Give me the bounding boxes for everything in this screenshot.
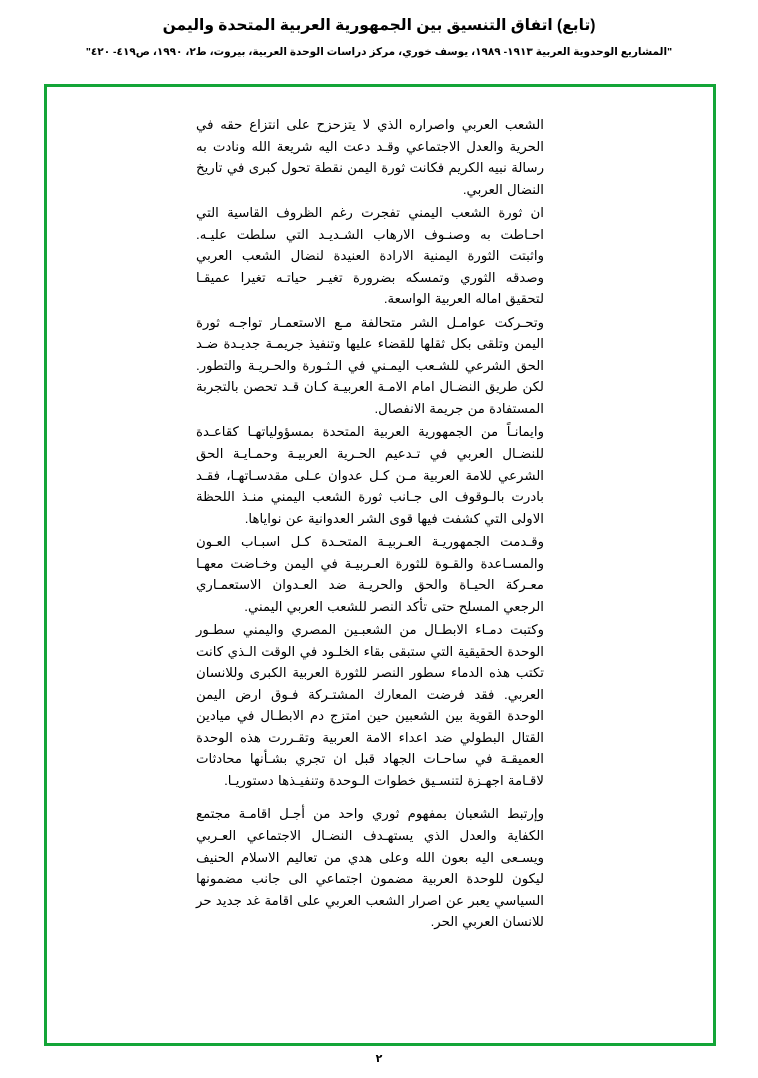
paragraph: وقـدمت الجمهوريـة العـربيـة المتحـدة كـل اسبـاب العـون والمسـاعدة والقـوة للثورة العـربيـة في اليمن وخـاضت معهـا معـركة الحيـاة والحق والحريـة ضد العـدوان الاستعمـاري الرجعي المسلح حتى تأكد النصر للشعب العربي اليمني. <box>196 534 544 614</box>
page-title: (تابع) اتفاق التنسيق بين الجمهورية العربية المتحدة واليمن <box>162 17 596 34</box>
paragraph: وكتبت دمـاء الابطـال من الشعبـين المصري واليمني سطـور الوحدة الحقيقية التي ستبقى بقاء الخلـود في الوقت الـذي كانت تكتب هذه الدماء سطور النصر للثورة العربية الكبرى وللانسان العربي. فقد فرضت المعارك المشتـركة فـوق ارض اليمن الوحدة القوية بين الشعبين حين امتزج دم الابطـال في ميادين القتال البطولي ضد اعداء الامة العربية وتقـررت هذه الوحدة العميقـة في ساحـات الجهاد قبل ان تجري بشـأنها محادثات لاقـامة اجهـزة لتنسـيق خطوات الـوحدة وتنفيـذها دستوريـا. <box>196 622 544 788</box>
source-citation: "المشاريع الوحدوية العربية ١٩١٣- ١٩٨٩، يوسف خوري، مركز دراسات الوحدة العربية، بيروت، ط٢، ١٩٩٠، ص٤١٩- ٤٢٠" <box>85 46 673 59</box>
paragraph: وتحـركت عوامـل الشر متحالفة مـع الاستعمـار تواجـه ثورة اليمن وتلقى بكل ثقلها للقضاء عليها وتنفيذ جريمـة جديـدة ضـد الحق الشرعي للشـعب اليمـني في الـثـورة والحـريـة والتطور. لكن طريق النضـال امام الامـة العربيـة كـان قـد تحصن بالتجربة المستفادة من جريمة الانفصال. <box>196 314 544 416</box>
paragraph: وإرتبط الشعبان بمفهوم ثوري واحد من أجـل اقامـة مجتمع الكفاية والعدل الذي يستهـدف النضـال الاجتماعي العـربي ويسـعى اليه بعون الله وعلى هدي من تعاليم الاسلام الحنيف ليكون للوحدة العربية مضمون اجتماعي الى جانب مضمونها السياسي يعبر عن اصرار الشعب العربي على اقامة غد جديد حر للانسان العربي الحر. <box>196 806 544 930</box>
paragraph: وايمانـاً من الجمهورية العربية المتحدة بمسؤولياتهـا كقاعـدة للنضـال العربي في تـدعيم الحـرية العربيـة وحمـايـة الحق الشرعي للامة العربية مـن كـل عدوان عـلى مقدسـاتهـا، فقـد بادرت بالـوقوف الى جـانب ثورة الشعب اليمني منـذ اللحظة الاولى التي كشفت فيها قوى الشر العدوانية عن نواياها. <box>196 424 544 526</box>
document-body <box>196 114 544 935</box>
paragraph: الشعب العربي واصراره الذي لا يتزحزح على انتزاع حقه في الحرية والعدل الاجتماعي وقـد دعت اليه شريعة الله ونادت به رسالة نبيه الكريم فكانت ثورة اليمن نقطة تحول كبرى في تاريخ النضال العربي. <box>196 117 544 197</box>
paragraph: ان ثورة الشعب اليمني تفجرت رغم الظروف القاسية التي احـاطت به وصنـوف الارهاب الشـديـد التي سلطت عليـه. واثبتت الثورة اليمنية الارادة العنيدة لنضال الشعب العربي وصدقه الثوري وتمسكه بضرورة تغيـر حياتـه تغيرا عميقـا لتحقيق اماله العربية الواسعة. <box>196 205 544 307</box>
page-number: ٢ <box>375 1053 383 1065</box>
document-header <box>0 0 758 59</box>
